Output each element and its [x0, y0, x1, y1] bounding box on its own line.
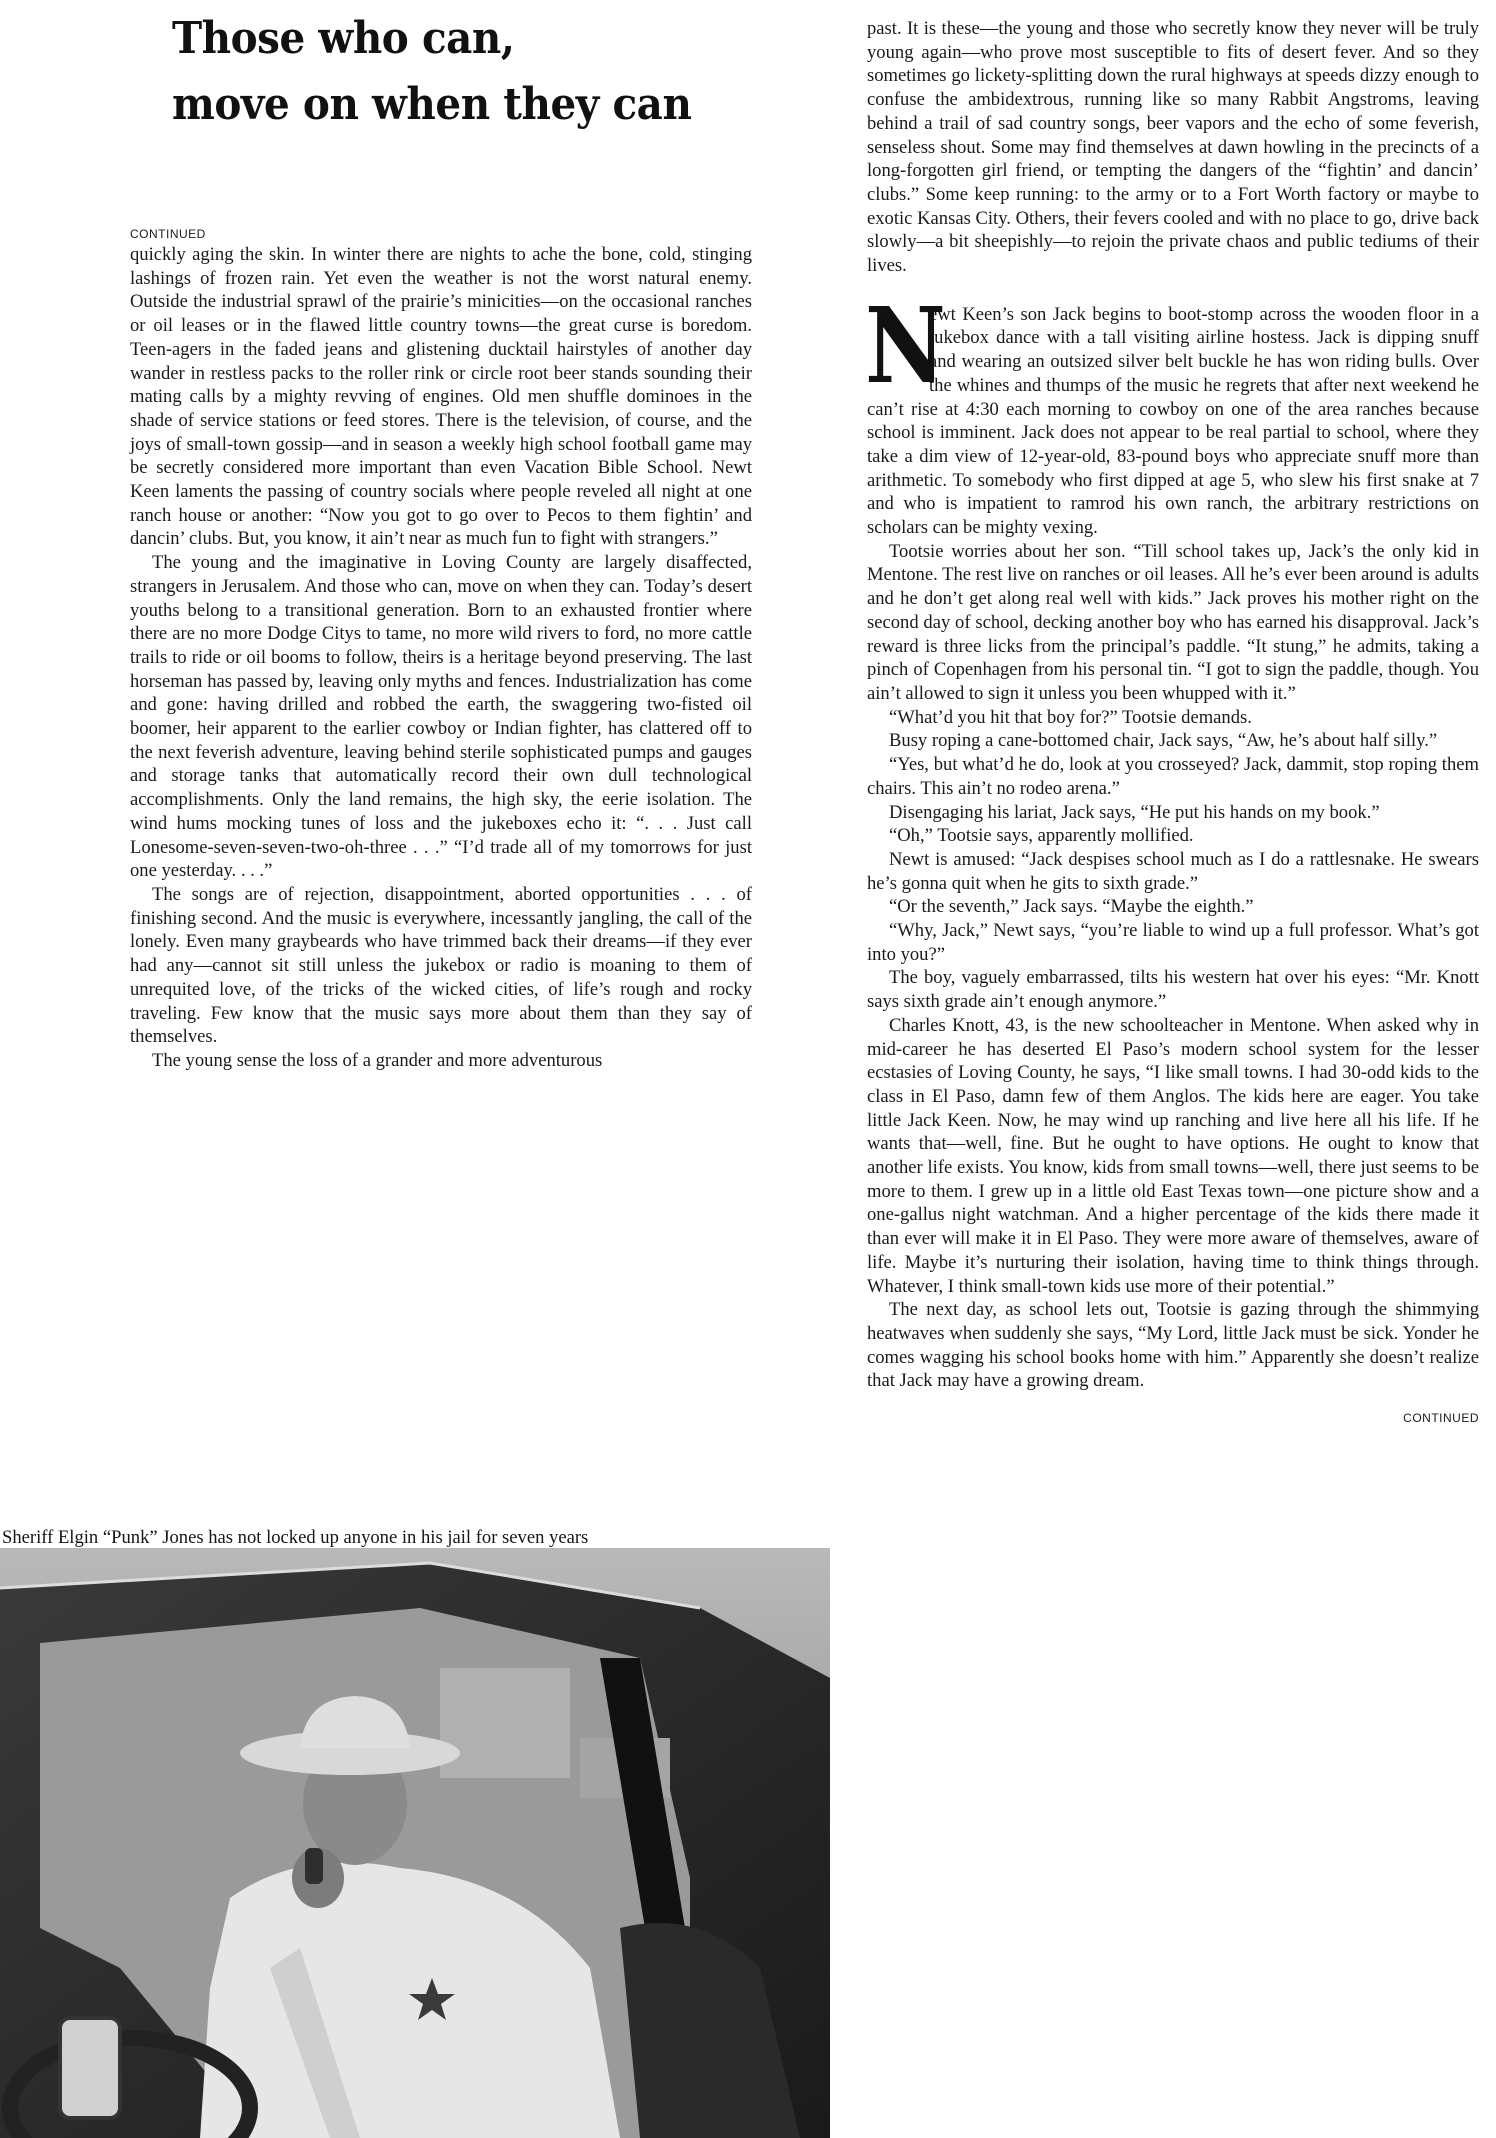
- paragraph: The boy, vaguely embarrassed, tilts his western hat over his eyes: “Mr. Knott says sixth grade ain’t enough anymore.”: [867, 967, 1479, 1013]
- paragraph: The young sense the loss of a grander and more adventurous: [152, 1049, 603, 1071]
- paragraph: Tootsie worries about her son. “Till school takes up, Jack’s the only kid in Mentone. The rest live on ranches or oil leases. All he’s ever been around is adults and he don’t get along real well with kids.” Jack proves his mother right on the second day of school, decking another boy who has earned his disapproval. Jack’s reward is three licks from the principal’s paddle. “It stung,” he admits, taking a pinch of Copenhagen from his personal tin. “I got to sign the paddle, though. You ain’t allowed to sign it unless you been whupped with it.”: [867, 540, 1479, 704]
- paragraph: Charles Knott, 43, is the new schoolteacher in Mentone. When asked why in mid-career he has deserted El Paso’s modern school system for the lesser ecstasies of Loving County, he says, “I like small towns. I had 30-odd kids to the class in El Paso, damn few of them Anglos. The kids here are eager. You take little Jack Keen. Now, he may wind up ranching and live here all his life. If he wants that—well, fine. But he ought to have options. He ought to know that another life exists. You know, kids from small towns—well, there just seems to be more to them. I grew up in a little old East Texas town—one picture show and a one-gallus night watchman. And a higher percentage of the kids there made it than ever will make it in El Paso. They were more aware of themselves, aware of life. Maybe it’s nurturing their isolation, having time to think things through. Whatever, I think small-town kids use more of their potential.”: [867, 1014, 1479, 1297]
- dropcap-paragraph: [865, 283, 1479, 540]
- paragraph: The songs are of rejection, disappointment, aborted opportunities . . . of finishing second. And the music is everywhere, incessantly jangling, the call of the lonely. Even many graybeards who have trimmed back their dreams—if they ever had any—cannot sit still unless the jukebox or radio is moaning to them of unrequited love, of the tricks of the wicked cities, of life’s rough and rocky traveling. Few know that the music says more about them than they say of themselves.: [130, 883, 752, 1048]
- paragraph: Disengaging his lariat, Jack says, “He put his hands on my book.”: [889, 801, 1380, 823]
- paragraph: past. It is these—the young and those who secretly know they never will be truly young again—who prove most susceptible to fits of desert fever. And so they sometimes go lickety-splitting down the rural highways at speeds dizzy enough to confuse the ambidextrous, running like so many Rabbit Angstroms, leaving behind a trail of sad country songs, beer vapors and the echo of some feverish, senseless shout. Some may find themselves at dawn howling in the precincts of a long-forgotten girl friend, or tempting the dangers of the “fightin’ and dancin’ clubs.” Some keep running: to the army or to a Fort Worth factory or maybe to exotic Kansas City. Others, their fevers cooled and with no place to go, drive back slowly—a bit sheepishly—to rejoin the private chaos and public tediums of their lives.: [867, 18, 1479, 277]
- continued-label-bottom: CONTINUED: [1403, 1411, 1479, 1426]
- paragraph: Newt is amused: “Jack despises school much as I do a rattlesnake. He swears he’s gonna quit when he gits to sixth grade.”: [867, 848, 1479, 894]
- photo-caption: Sheriff Elgin “Punk” Jones has not locked up anyone in his jail for seven years: [2, 1527, 589, 1548]
- headline-line-1: Those who can,: [172, 13, 515, 64]
- headline-line-2: move on when they can: [172, 79, 692, 130]
- paragraph: quickly aging the skin. In winter there are nights to ache the bone, cold, stinging lashings of frozen rain. Yet even the weather is not the worst natural enemy. Outside the industrial sprawl of the prairie’s minicities—on the occasional ranches or oil leases or in the flawed little country towns—the great curse is boredom. Teen-agers in the faded jeans and glistening ducktail hairstyles of another day wander in restless packs to the roller rink or circle root beer stands sounding their mating calls by a mighty revving of engines. Old men shuffle dominoes in the shade of service stations or feed stores. There is the television, of course, and the joys of small-town gossip—and in season a weekly high school football game may be secretly considered more important than even Vacation Bible School. Newt Keen laments the passing of country socials where people reveled all night at one ranch house or another: “Now you got to go over to Pecos to them fightin’ and dancin’ clubs. But, you know, it ain’t near as much fun to fight with strangers.”: [130, 244, 752, 550]
- paragraph: “Oh,” Tootsie says, apparently mollified.: [889, 825, 1194, 847]
- paragraph: “Or the seventh,” Jack says. “Maybe the eighth.”: [889, 896, 1254, 918]
- section-break: [867, 278, 1479, 303]
- paragraph: The young and the imaginative in Loving County are largely disaffected, strangers in Jerusalem. And those who can, move on when they can. Today’s desert youths belong to a transitional generation. Born to an exhausted frontier where there are no more Dodge Citys to tame, no more wild rivers to ford, no more cattle trails to ride or oil booms to follow, theirs is a heritage beyond preserving. The last horseman has passed by, leaving only myths and fences. Industrialization has come and gone: having drilled and robbed the earth, the swaggering two-fisted oil boomer, heir apparent to the earlier cowboy or Indian fighter, has clattered off to the next feverish adventure, leaving behind sterile sophisticated pumps and gauges and storage tanks that automatically record their own dull technological accomplishments. Only the land remains, the high sky, the eerie isolation. The wind hums mocking tunes of loss and the jukeboxes echo it: “. . . Just call Lonesome-seven-seven-two-oh-three . . .” “I’d trade all of my tomorrows for just one yesterday. . . .”: [130, 552, 752, 882]
- paragraph: “What’d you hit that boy for?” Tootsie demands.: [889, 706, 1252, 728]
- headline: [172, 6, 761, 138]
- paragraph: The next day, as school lets out, Tootsie is gazing through the shimmying heatwaves when suddenly she says, “My Lord, little Jack must be sick. Yonder he comes wagging his school books home with him.” Apparently she doesn’t realize that Jack may have a growing dream.: [867, 1299, 1479, 1392]
- left-column: [130, 226, 752, 1073]
- dropcap-paragraph-text: ewt Keen’s son Jack begins to boot-stomp across the wooden floor in a jukebox dance with a tall visiting airline hostess. Jack is dipping snuff and wearing an outsized silver belt buckle he has won riding bulls. Over the whines and thumps of the music he regrets that after next weekend he can’t rise at 4:30 each morning to cowboy on one of the area ranches because school is imminent. Jack does not appear to be real partial to school, where they take a dim view of 12-year-old, 83-pound boys who appreciate snuff more than arithmetic. To somebody who first dipped at age 5, who slew his first snake at 7 and who is impatient to ramrod his own ranch, the arbitrary restrictions on scholars can be mighty vexing.: [867, 303, 1479, 539]
- right-column: [867, 17, 1479, 1431]
- drop-cap: N: [865, 283, 946, 407]
- paragraph: “Yes, but what’d he do, look at you crosseyed? Jack, dammit, stop roping them chairs. This ain’t no rodeo arena.”: [867, 754, 1479, 799]
- paragraph: Busy roping a cane-bottomed chair, Jack says, “Aw, he’s about half silly.”: [889, 730, 1438, 752]
- sheriff-in-car-photo: [0, 1548, 830, 2138]
- paragraph: “Why, Jack,” Newt says, “you’re liable to wind up a full professor. What’s got into you?”: [867, 920, 1479, 965]
- continued-label-top: CONTINUED: [130, 227, 206, 241]
